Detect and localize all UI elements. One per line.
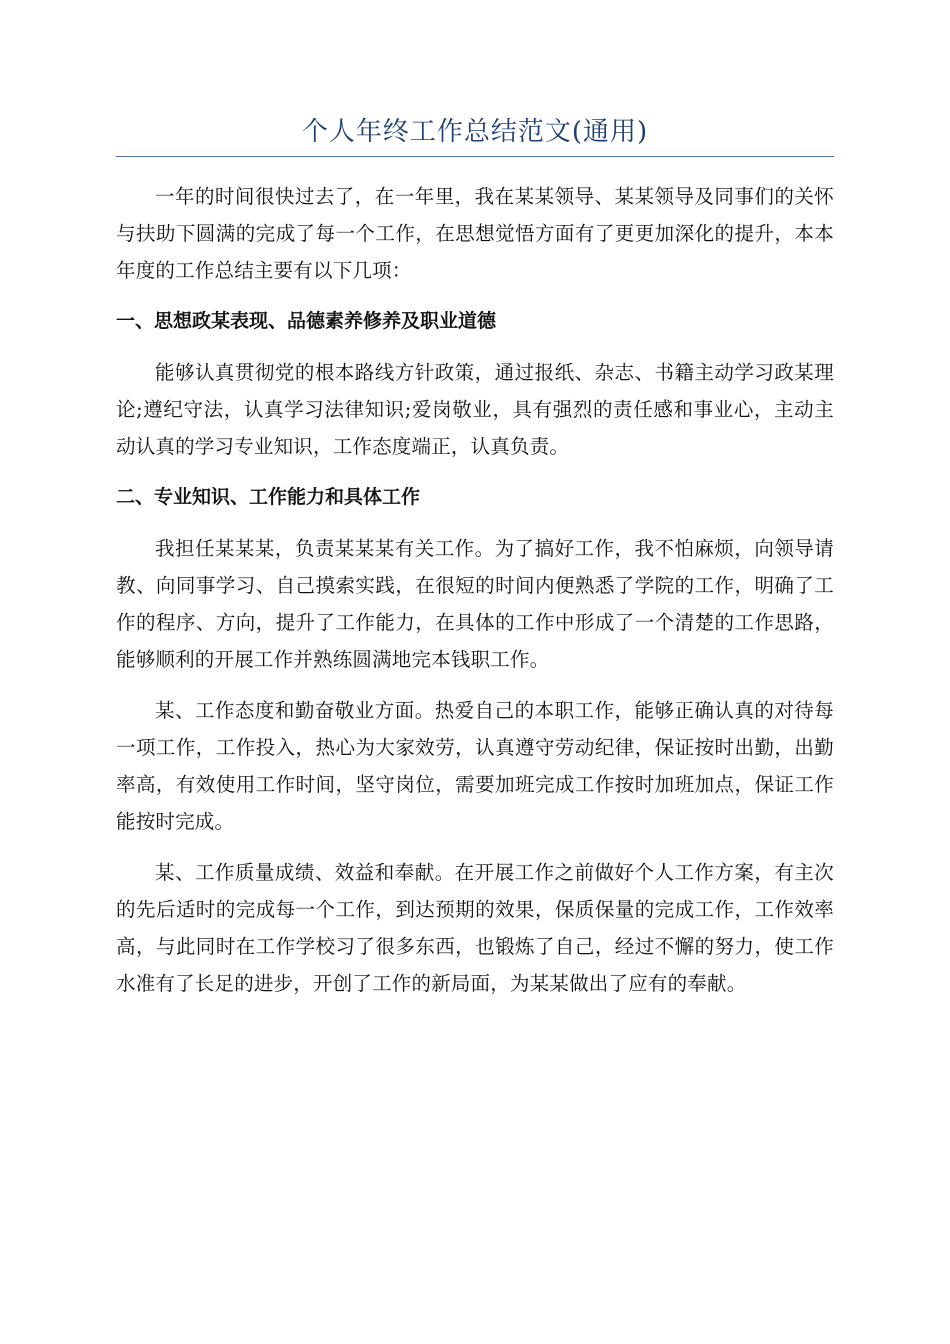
title-underline bbox=[116, 156, 834, 157]
section-paragraph-1: 能够认真贯彻党的根本路线方针政策，通过报纸、杂志、书籍主动学习政某理论;遵纪守法，认真学习法律知识;爱岗敬业，具有强烈的责任感和事业心，主动主动认真的学习专业知识，工作态度端正，认真负责。 bbox=[116, 361, 834, 458]
section-heading-1: 一、思想政某表现、品德素养修养及职业道德 bbox=[116, 310, 497, 332]
document-title: 个人年终工作总结范文(通用) bbox=[301, 117, 649, 147]
section-paragraph-2: 我担任某某某，负责某某某有关工作。为了搞好工作，我不怕麻烦，向领导请教、向同事学习、自己摸索实践，在很短的时间内便熟悉了学院的工作，明确了工作的程序、方向，提升了工作能力，在具体的工作中形成了一个清楚的工作思路，能够顺利的开展工作并熟练圆满地完本钱职工作。 bbox=[116, 537, 834, 671]
intro-paragraph: 一年的时间很快过去了，在一年里，我在某某领导、某某领导及同事们的关怀与扶助下圆满的完成了每一个工作，在思想觉悟方面有了更更加深化的提升，本本年度的工作总结主要有以下几项： bbox=[116, 185, 834, 282]
document-page bbox=[116, 112, 834, 1002]
work-attitude-paragraph: 某、工作态度和勤奋敬业方面。热爱自己的本职工作，能够正确认真的对待每一项工作，工作投入，热心为大家效劳，认真遵守劳动纪律，保证按时出勤，出勤率高，有效使用工作时间，坚守岗位，需要加班完成工作按时加班加点，保证工作能按时完成。 bbox=[116, 699, 834, 833]
work-quality-paragraph: 某、工作质量成绩、效益和奉献。在开展工作之前做好个人工作方案，有主次的先后适时的完成每一个工作，到达预期的效果，保质保量的完成工作，工作效率高，与此同时在工作学校习了很多东西，也锻炼了自己，经过不懈的努力，使工作水准有了长足的进步，开创了工作的新局面，为某某做出了应有的奉献。 bbox=[116, 861, 834, 995]
section-heading-2: 二、专业知识、工作能力和具体工作 bbox=[116, 486, 421, 508]
